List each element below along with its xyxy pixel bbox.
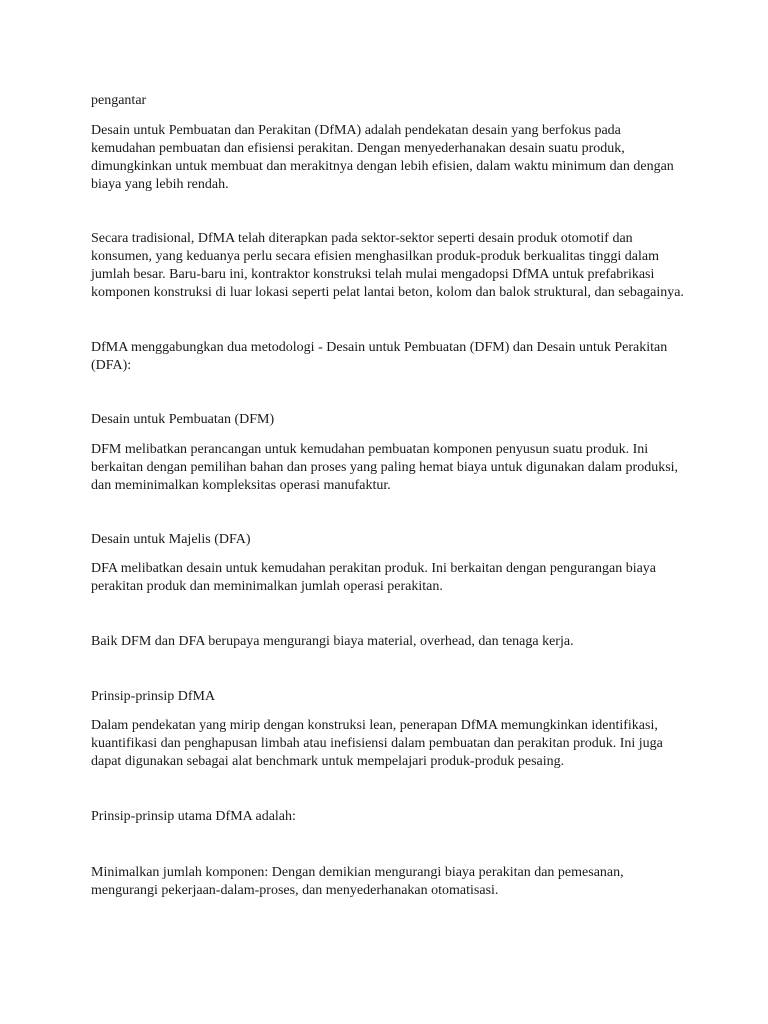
paragraph-line: konsumen, yang keduanya perlu secara efisien menghasilkan produk-produk berkualitas tinggi dalam bbox=[91, 249, 659, 264]
paragraph-line: perakitan produk dan meminimalkan jumlah operasi perakitan. bbox=[91, 579, 443, 594]
paragraph-line: kuantifikasi dan penghapusan limbah atau inefisiensi dalam pembuatan dan perakitan produk. Ini juga bbox=[91, 736, 663, 751]
paragraph-line: berkaitan dengan pemilihan bahan dan proses yang paling hemat biaya untuk digunakan dalam produksi, bbox=[91, 460, 679, 475]
paragraph-line: biaya yang lebih rendah. bbox=[91, 177, 229, 192]
paragraph-line: dapat digunakan sebagai alat benchmark untuk mempelajari produk-produk pesaing. bbox=[91, 754, 565, 769]
dfm-heading: Desain untuk Pembuatan (DFM) bbox=[91, 412, 275, 427]
dfa-heading: Desain untuk Majelis (DFA) bbox=[91, 532, 251, 547]
paragraph-line: (DFA): bbox=[91, 358, 132, 373]
paragraph-line: kemudahan pembuatan dan efisiensi perakitan. Dengan menyederhanakan desain suatu produk, bbox=[91, 141, 625, 156]
paragraph-line: Minimalkan jumlah komponen: Dengan demikian mengurangi biaya perakitan dan pemesanan, bbox=[91, 865, 624, 880]
paragraph-line: DFM melibatkan perancangan untuk kemudahan pembuatan komponen penyusun suatu produk. Ini bbox=[91, 442, 649, 457]
paragraph-line: DFA melibatkan desain untuk kemudahan perakitan produk. Ini berkaitan dengan pengurangan biaya bbox=[91, 561, 657, 576]
paragraph-line: DfMA menggabungkan dua metodologi - Desain untuk Pembuatan (DFM) dan Desain untuk Perakitan bbox=[91, 340, 668, 355]
main-principles-intro: Prinsip-prinsip utama DfMA adalah: bbox=[91, 809, 296, 824]
paragraph-line: Dalam pendekatan yang mirip dengan konstruksi lean, penerapan DfMA memungkinkan identifikasi, bbox=[91, 718, 658, 733]
paragraph-line: komponen konstruksi di luar lokasi seperti pelat lantai beton, kolom dan balok struktural, dan sebagainya. bbox=[91, 285, 684, 300]
paragraph-line: mengurangi pekerjaan-dalam-proses, dan menyederhanakan otomatisasi. bbox=[91, 883, 499, 898]
paragraph-line: Secara tradisional, DfMA telah diterapkan pada sektor-sektor seperti desain produk otomotif dan bbox=[91, 231, 633, 246]
paragraph-line: Desain untuk Pembuatan dan Perakitan (DfMA) adalah pendekatan desain yang berfokus pada bbox=[91, 123, 621, 138]
paragraph-line: jumlah besar. Baru-baru ini, kontraktor konstruksi telah mulai mengadopsi DfMA untuk prefabrikasi bbox=[91, 267, 655, 282]
principles-heading: Prinsip-prinsip DfMA bbox=[91, 689, 216, 704]
document-title: pengantar bbox=[91, 93, 147, 108]
paragraph-line: dan meminimalkan kompleksitas operasi manufaktur. bbox=[91, 478, 391, 493]
paragraph-line: dimungkinkan untuk membuat dan merakitnya dengan lebih efisien, dalam waktu minimum dan dengan bbox=[91, 159, 674, 174]
both-paragraph: Baik DFM dan DFA berupaya mengurangi biaya material, overhead, dan tenaga kerja. bbox=[91, 634, 574, 649]
